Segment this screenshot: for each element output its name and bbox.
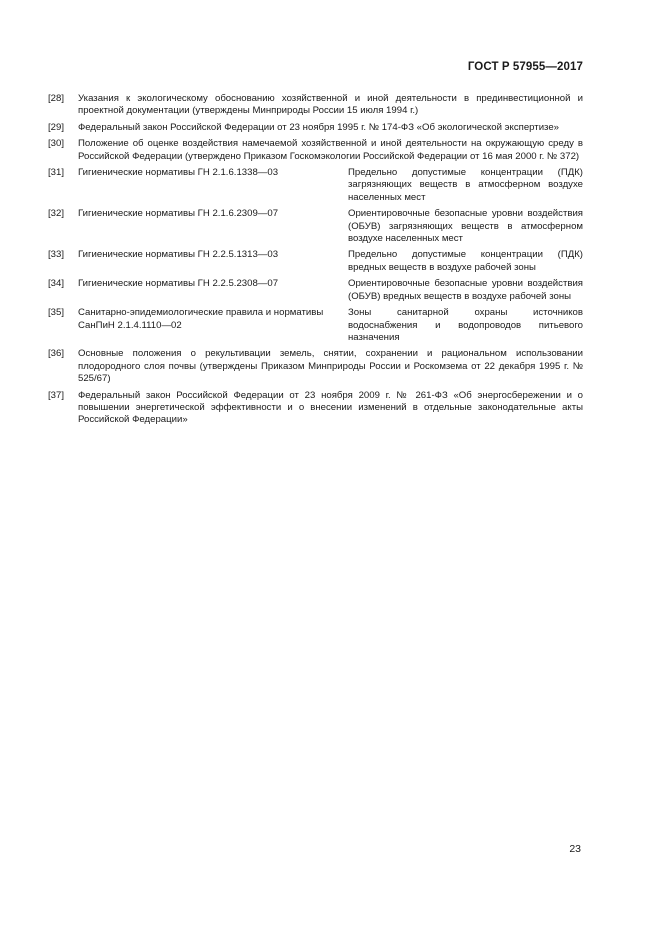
reference-document-title: Предельно допустимые концентрации (ПДК) вредных веществ в воздухе рабочей зоны: [348, 249, 583, 273]
reference-number: [28]: [48, 93, 65, 104]
reference-item-37: [48, 390, 583, 427]
reference-document-name: Гигиенические нормативы ГН 2.2.5.1313—03: [78, 249, 279, 261]
reference-number: [29]: [48, 121, 65, 133]
reference-item-36: [48, 348, 583, 385]
reference-number: [35]: [48, 307, 65, 319]
bibliography-list: [48, 93, 583, 431]
reference-item-29: [48, 122, 583, 134]
reference-number: [32]: [48, 208, 65, 220]
reference-document-name: Санитарно-эпидемиологические правила и нормативы СанПиН 2.1.4.1110—02: [78, 307, 324, 331]
reference-number: [37]: [48, 389, 65, 401]
reference-number: [33]: [48, 249, 65, 261]
reference-document-name: Гигиенические нормативы ГН 2.1.6.2309—07: [78, 208, 279, 220]
reference-item-32: [48, 208, 583, 245]
reference-text: Федеральный закон Российской Федерации от 23 ноября 1995 г. № 174-ФЗ «Об экологической экспертизе»: [78, 121, 560, 133]
reference-document-title: Предельно допустимые концентрации (ПДК) загрязняющих веществ в атмосферном воздухе населенных мест: [348, 167, 583, 203]
reference-text: Положение об оценке воздействия намечаемой хозяйственной и иной деятельности на окружающую среду в Российской Федерации (утверждено Приказом Госкомэкологии Российской Федерации от 16 мая 2000 г. № 372): [78, 138, 583, 162]
reference-item-33: [48, 249, 583, 274]
reference-document-name: Гигиенические нормативы ГН 2.1.6.1338—03: [78, 167, 279, 179]
reference-number: [30]: [48, 138, 65, 150]
reference-item-30: [48, 138, 583, 163]
reference-document-title: Ориентировочные безопасные уровни воздействия (ОБУВ) вредных веществ в воздухе рабочей зоны: [348, 278, 583, 302]
reference-item-35: [48, 307, 583, 344]
reference-item-31: [48, 167, 583, 204]
page-number: 23: [569, 843, 581, 855]
reference-number: [31]: [48, 167, 65, 179]
reference-number: [34]: [48, 278, 65, 290]
reference-number: [36]: [48, 348, 65, 360]
reference-item-28: [48, 93, 583, 118]
reference-text: Федеральный закон Российской Федерации от 23 ноября 2009 г. № 261-ФЗ «Об энергосбережении и о повышении энергетической эффективности и о внесении изменений в отдельные законодательные акты Российской Федерации»: [78, 389, 583, 426]
reference-text: Основные положения о рекультивации земель, снятии, сохранении и рациональном использовании плодородного слоя почвы (утверждены Приказом Минприроды России и Роскомзема от 22 декабря 1995 г. № 525/67): [78, 348, 583, 385]
reference-document-name: Гигиенические нормативы ГН 2.2.5.2308—07: [78, 278, 279, 290]
reference-item-34: [48, 278, 583, 303]
reference-document-title: Зоны санитарной охраны источников водоснабжения и водопроводов питьевого назначения: [348, 307, 583, 343]
reference-text: Указания к экологическому обоснованию хозяйственной и иной деятельности в прединвестиционной и проектной документации (утверждены Минприроды России 15 июля 1994 г.): [78, 93, 583, 117]
reference-document-title: Ориентировочные безопасные уровни воздействия (ОБУВ) загрязняющих веществ в атмосферном воздухе населенных мест: [348, 208, 583, 245]
document-header-title: ГОСТ Р 57955—2017: [467, 61, 583, 73]
